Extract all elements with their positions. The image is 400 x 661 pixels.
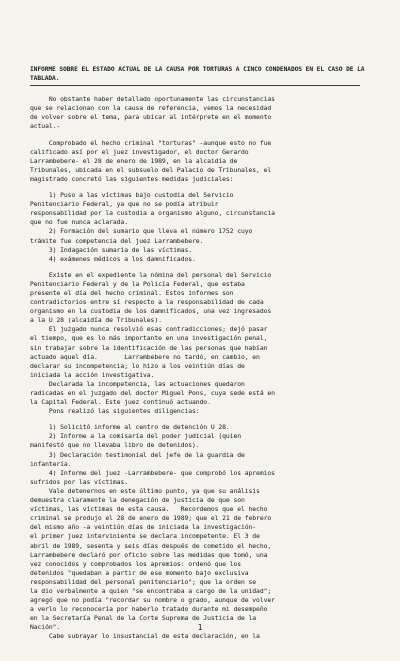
text-line: sufridos por las víctimas. [30,477,128,486]
text-line: que no fue nunca aclarada. [30,218,128,227]
text-line: 2) Formación del sumario que lleva el número 1752 cuyo [30,227,253,236]
text-line: 3) Indagación sumaria de las víctimas. [30,245,193,254]
text-line: del mismo año -a veintiún días de iniciada la investigación- [30,523,257,532]
text-line: Penitenciario Federal y de la Policía Federal, que estaba [30,279,245,288]
text-line: en la Secretaría Penal de la Corte Suprema de Justicia de la [30,614,257,623]
text-line: Cabe subrayar lo insustancial de esta declaración, en la [30,632,260,641]
text-line: radicadas en el juzgado del doctor Miguel Pons, cuya sede está en [30,389,275,397]
text-line: 3) Declaración testimonial del jefe de la guardia de [30,450,245,459]
text-line: el tiempo, que es lo más importante en una investigación penal, [30,334,268,343]
text-line: contradictorios entre sí respecto a la responsabilidad de cada [30,298,264,307]
text-line: El juzgado nunca resolvió esas contradicciones; dejó pasar [30,325,268,334]
text-line: a verlo lo reconocería por haberlo tratado durante mi desempeño [30,605,268,614]
text-line: 4) Informe del juez -Larrambebere- que comprobó los apremios [30,468,275,477]
text-line: magistrado concretó las siguientes medidas judiciales: [30,174,234,183]
text-line: calificado así por el juez investigador, el doctor Gerardo [30,147,249,156]
paragraph-gap [30,184,374,191]
text-line: detenidos "quedaban a partir de ese momento bajo exclusiva [30,568,249,577]
text-line: la dio verbalmente a quien "se encontraba a cargo de la unidad"; [30,586,272,595]
text-line: actual.- [30,122,61,131]
text-line: infantería. [30,459,72,468]
text-line: de volver sobre el tema, para ubicar al intérprete en el momento [30,113,272,122]
text-line: agregó que no podía "recordar su nombre o grado, aunque de volver [30,596,275,605]
paragraph-gap [30,416,374,423]
document-body [30,95,374,641]
text-line: criminal se produjo el 28 de enero de 1989; que el 21 de febrero [30,514,272,523]
text-line: Existe en el expediente la nómina del personal del Servicio [30,270,272,279]
text-line: que se relacionan con la causa de referencia, vemos la necesidad [30,104,272,113]
text-line: Larrambebere- el 28 de enero de 1989, en la alcaidía de [30,156,238,165]
text-line: Nación". [30,623,61,632]
text-line: víctimas, las víctimas de esta causa. Recordemos que el hecho [30,505,268,514]
text-line: 2) Informe a la comisaría del poder judicial (quien [30,432,241,441]
text-line: responsabilidad por la custodia a organismo alguno, circunstancia [30,209,275,218]
paragraph-gap [30,264,374,271]
text-line: Pons realizó las siguientes diligencias: [30,407,200,416]
text-line: 1) Solicitó informe al centro de detención U 28. [30,423,230,432]
page-number: 1 [197,623,203,632]
text-line: organismo en la custodia de los damnificados, una vez ingresados [30,307,272,316]
text-line: No obstante haber detallado oportunamente las circunstancias [30,95,275,104]
text-line: iniciada la acción investigativa. [30,370,155,379]
text-line: manifestó que no llevaba libro de detenidos). [30,441,200,450]
text-line: vez conocidos y comprobados los apremios: ordenó que los [30,559,241,568]
text-line: 1) Puso a las víctimas bajo custodia del Servicio [30,191,234,200]
text-line: Tribunales, ubicada en el subsuelo del Palacio de Tribunales, el [30,165,272,174]
text-line: 4) exámenes médicos a los damnificados. [30,254,196,263]
text-line: actuado aquel día. Larrambebere no tardó, en cambio, en [30,352,260,361]
text-line: Penitenciario Federal, ya que no se podía atribuir [30,200,219,209]
text-line: la Capital Federal. Este juez continuó actuando. [30,398,211,407]
text-line: Vale detenernos en este último punto, ya que su análisis [30,486,260,495]
paragraph-gap [30,132,374,139]
text-line: presente el día del hecho criminal. Estos informes son [30,288,234,297]
title-divider [30,85,360,86]
text-line: declarar su incompetencia; lo hizo a los veintiún días de [30,361,245,370]
text-line: sin trabajar sobre la identificación de las personas que habían [30,343,268,352]
text-line: Larrambebere declaró por oficio sobre las medidas que tomó, una [30,550,268,559]
document-title: INFORME SOBRE EL ESTADO ACTUAL DE LA CAUSA POR TORTURAS A CINCO CONDENADOS EN EL CASO DE LA TABLADA. [30,66,369,82]
text-line: responsabilidad del personal penitenciario"; que la orden se [30,577,257,586]
text-line: Comprobado el hecho criminal "torturas" -aunque esto no fue [30,138,272,147]
text-line: Declarada la incompetencia, las actuaciones quedaron [30,379,245,388]
text-line: a la U 28 (alcaidía de Tribunales). [30,316,162,325]
text-line: demuestra claramente la denegación de justicia de que son [30,496,245,505]
text-line: abril de 1989, sesenta y seis días después de cometido el hecho, [30,541,272,550]
text-line: el primer juez interviniente se declara incompetente. El 3 de [30,532,260,541]
text-line: trámite fue competencia del juez Larrambebere. [30,236,204,245]
